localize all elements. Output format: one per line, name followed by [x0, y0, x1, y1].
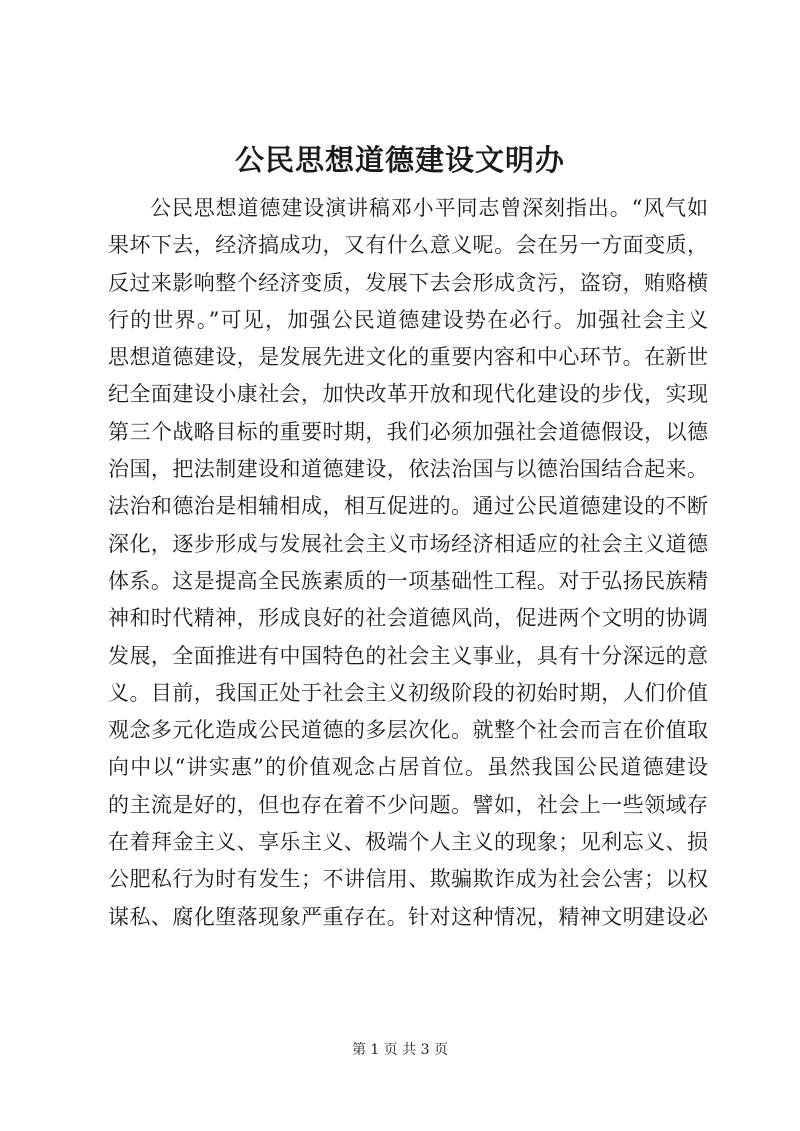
body-line: 的主流是好的，但也存在着不少问题。譬如，社会上一些领域存 [108, 792, 708, 817]
body-line: 行的世界。”可见，加强公民道德建设势在必行。加强社会主义 [108, 307, 708, 332]
document-body [108, 190, 708, 936]
page-footer: 第 1 页 共 3 页 [351, 1042, 449, 1058]
body-line: 公民思想道德建设演讲稿邓小平同志曾深刻指出。“风气如 [150, 196, 708, 220]
body-line: 向中以“讲实惠”的价值观念占居首位。虽然我国公民道德建设 [108, 755, 708, 780]
body-line: 体系。这是提高全民族素质的一项基础性工程。对于弘扬民族精 [108, 568, 708, 593]
body-line: 神和时代精神，形成良好的社会道德风尚，促进两个文明的协调 [108, 606, 708, 631]
body-line: 纪全面建设小康社会，加快改革开放和现代化建设的步伐，实现 [108, 382, 708, 407]
body-line: 发展，全面推进有中国特色的社会主义事业，具有十分深远的意 [108, 643, 708, 668]
body-line: 深化，逐步形成与发展社会主义市场经济相适应的社会主义道德 [108, 531, 708, 556]
body-line: 在着拜金主义、享乐主义、极端个人主义的现象；见利忘义、损 [108, 830, 708, 855]
body-line: 法治和德治是相辅相成，相互促进的。通过公民道德建设的不断 [108, 494, 708, 519]
body-line: 义。目前，我国正处于社会主义初级阶段的初始时期，人们价值 [108, 680, 708, 705]
body-line: 治国，把法制建设和道德建设，依法治国与以德治国结合起来。 [108, 457, 708, 482]
body-line: 果坏下去，经济搞成功，又有什么意义呢。会在另一方面变质， [108, 233, 708, 258]
body-line: 谋私、腐化堕落现象严重存在。针对这种情况，精神文明建设必 [108, 904, 708, 929]
document-title: 公民思想道德建设文明办 [234, 143, 565, 177]
body-line: 反过来影响整个经济变质，发展下去会形成贪污，盗窃，贿赂横 [108, 270, 708, 295]
body-line: 观念多元化造成公民道德的多层次化。就整个社会而言在价值取 [108, 718, 708, 743]
body-line: 第三个战略目标的重要时期，我们必须加强社会道德假设，以德 [108, 419, 708, 444]
body-line: 公肥私行为时有发生；不讲信用、欺骗欺诈成为社会公害；以权 [108, 867, 708, 892]
body-line: 思想道德建设，是发展先进文化的重要内容和中心环节。在新世 [108, 345, 708, 370]
